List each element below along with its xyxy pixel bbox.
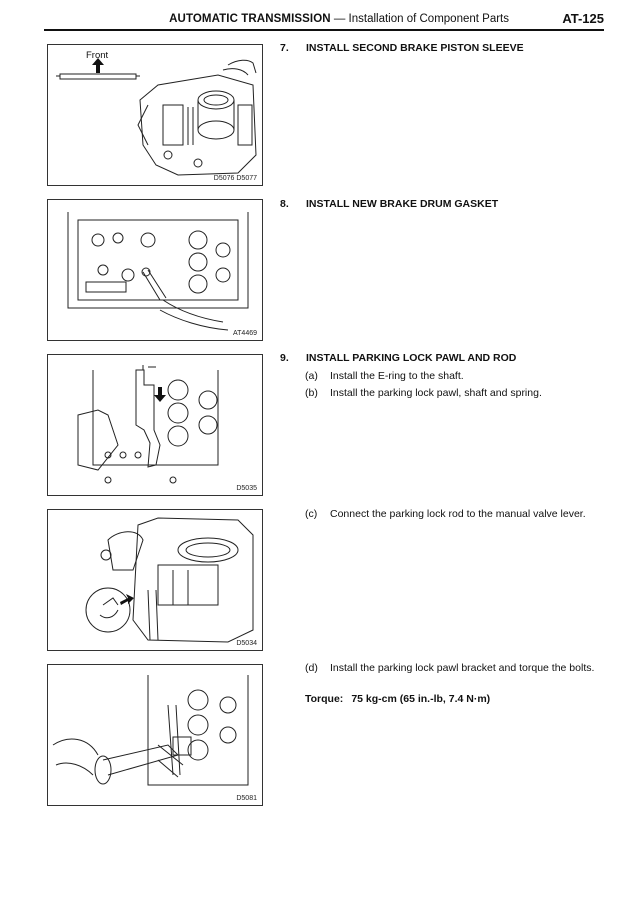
substep-letter: (d) (305, 662, 318, 674)
figure-piston-sleeve (47, 44, 263, 186)
figure-code: D5035 (236, 485, 257, 492)
parking-rod-illustration (48, 510, 262, 650)
substep-letter: (a) (305, 370, 318, 382)
step-7 (280, 42, 524, 54)
step-8 (280, 198, 498, 210)
torque-spec (305, 693, 490, 705)
substep-d (305, 661, 601, 675)
torque-wrench-illustration (48, 665, 262, 805)
header-title (169, 13, 509, 25)
torque-value: 75 kg-cm (65 in.-lb, 7.4 N·m) (351, 693, 491, 705)
substep-letter: (b) (305, 387, 318, 399)
substep-c (305, 507, 601, 521)
figure-parking-lock-rod (47, 509, 263, 651)
header-dash: — (330, 13, 349, 25)
step-title: INSTALL PARKING LOCK PAWL AND ROD (306, 352, 517, 364)
figure-parking-lock-pawl (47, 354, 263, 496)
substep-text: Install the parking lock pawl bracket and torque the bolts. (330, 662, 595, 674)
parking-pawl-illustration (48, 355, 262, 495)
arrow-down-icon (154, 387, 166, 402)
step-9 (280, 352, 516, 364)
gasket-illustration (48, 200, 262, 340)
step-number: 7. (280, 42, 289, 54)
piston-sleeve-illustration (48, 45, 262, 185)
header-section: AUTOMATIC TRANSMISSION (169, 13, 331, 25)
arrow-icon (120, 594, 134, 605)
substep-b (305, 386, 601, 400)
step-number: 8. (280, 198, 289, 210)
figure-pawl-bracket-torque (47, 664, 263, 806)
step-title: INSTALL NEW BRAKE DRUM GASKET (306, 198, 499, 210)
substep-text: Install the parking lock pawl, shaft and spring. (330, 387, 542, 399)
figure-code: D5076 D5077 (213, 175, 257, 182)
substep-text: Connect the parking lock rod to the manual valve lever. (330, 508, 586, 520)
figure-code: D5034 (236, 640, 257, 647)
substep-text: Install the E-ring to the shaft. (330, 370, 464, 382)
figure-code: AT4469 (233, 330, 257, 337)
figure-brake-drum-gasket (47, 199, 263, 341)
header-subsection: Installation of Component Parts (348, 13, 509, 25)
page-number: AT-125 (562, 11, 604, 26)
page-header (44, 10, 604, 30)
figure-code: D5081 (236, 795, 257, 802)
step-title: INSTALL SECOND BRAKE PISTON SLEEVE (306, 42, 524, 54)
header-rule (44, 29, 604, 31)
front-label: Front (86, 50, 109, 61)
substep-a (305, 369, 601, 383)
torque-label: Torque: (305, 693, 344, 705)
step-number: 9. (280, 352, 289, 364)
substep-letter: (c) (305, 508, 318, 520)
